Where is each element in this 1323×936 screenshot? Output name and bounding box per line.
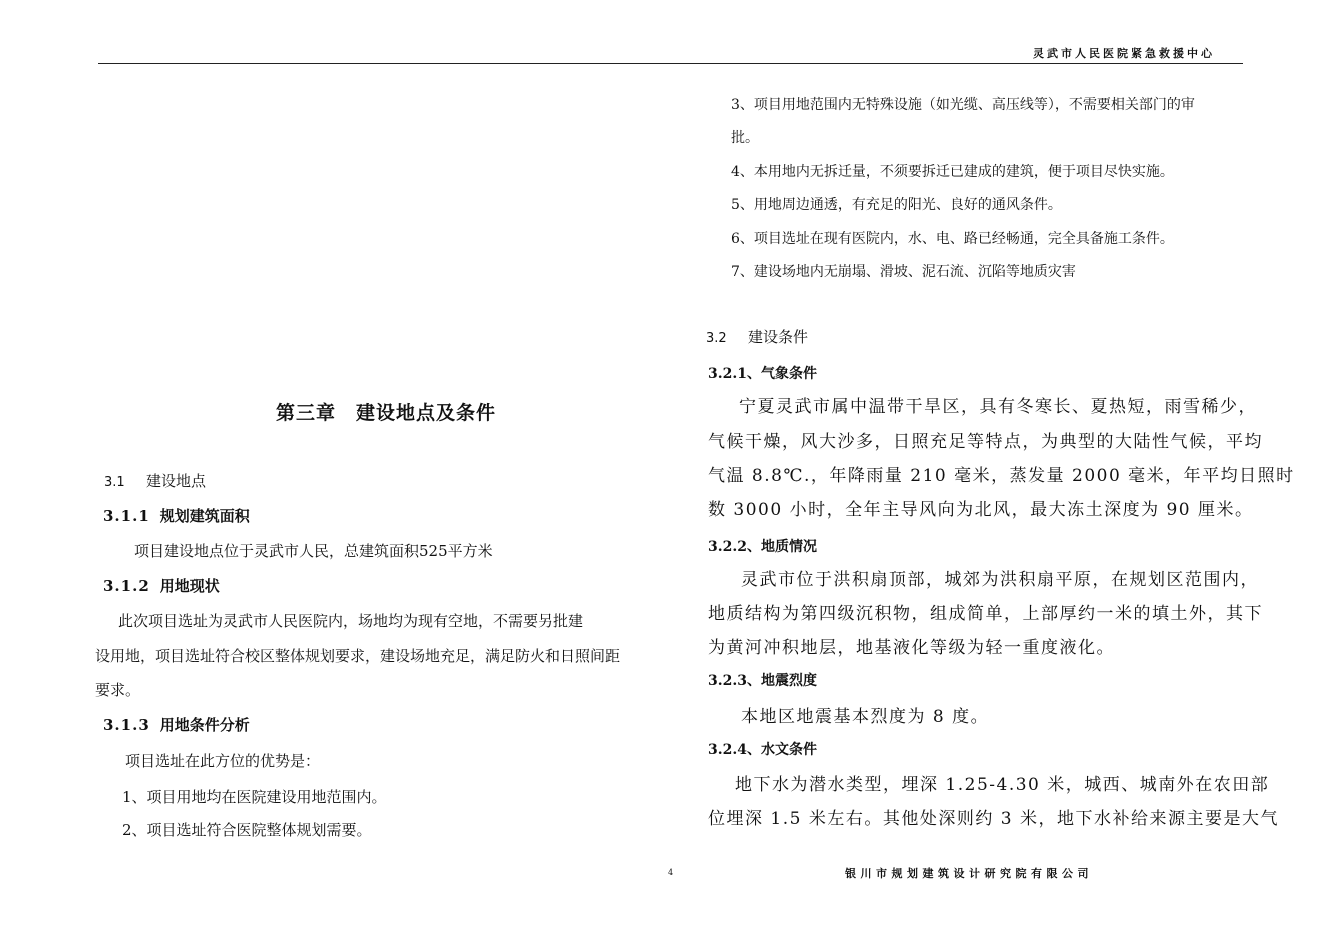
list-item-5: 5、用地周边通透，有充足的阳光、良好的通风条件。: [731, 197, 1062, 213]
subsection-3-2-2: 3.2.2、地质情况: [708, 539, 817, 555]
section-3-2: [706, 326, 808, 347]
subsection-3-1-3: [103, 714, 250, 735]
subsection-3-1-1: [103, 505, 250, 526]
paragraph-3-2-1-line-3: 气温 8.8℃.，年降雨量 210 毫米，蒸发量 2000 毫米，年平均日照时: [708, 466, 1295, 486]
subsection-3-2-4: 3.2.4、水文条件: [708, 742, 817, 758]
subsection-3-2-3: 3.2.3、地震烈度: [708, 673, 817, 689]
list-item-2: 2、项目选址符合医院整体规划需要。: [122, 821, 372, 839]
paragraph-3-1-2-line-2: 设用地，项目选址符合校区整体规划要求，建设场地充足，满足防火和日照间距: [95, 647, 621, 665]
subsection-3-1-3-number: 3.1.3: [103, 716, 150, 734]
list-item-4: 4、本用地内无拆迁量，不须要拆迁已建成的建筑，便于项目尽快实施。: [731, 164, 1174, 180]
footer-company: 银川市规划建筑设计研究院有限公司: [845, 867, 1093, 880]
header-title: 灵武市人民医院紧急救援中心: [1033, 47, 1215, 60]
section-3-2-number: 3.2: [706, 331, 727, 346]
subsection-3-1-2-title: 用地现状: [159, 577, 220, 595]
chapter-title: 第三章 建设地点及条件: [276, 402, 497, 424]
section-3-1: [104, 470, 206, 491]
subsection-3-1-2: [103, 575, 220, 596]
paragraph-3-2-4-line-2: 位埋深 1.5 米左右。其他处深则约 3 米，地下水补给来源主要是大气: [708, 809, 1279, 829]
paragraph-3-1-3-line-1: 项目选址在此方位的优势是：: [125, 752, 321, 770]
page-number: 4: [668, 868, 674, 877]
section-3-1-title: 建设地点: [146, 472, 207, 490]
header-rule: [98, 63, 1243, 64]
list-item-1: 1、项目用地均在医院建设用地范围内。: [122, 788, 387, 806]
subsection-3-1-1-number: 3.1.1: [103, 507, 150, 525]
paragraph-3-2-3-line-1: 本地区地震基本烈度为 8 度。: [741, 707, 990, 727]
paragraph-3-1-1-line-1: 项目建设地点位于灵武市人民，总建筑面积525平方米: [134, 542, 493, 560]
paragraph-3-2-4-line-1: 地下水为潜水类型，埋深 1.25-4.30 米，城西、城南外在农田部: [735, 775, 1270, 795]
list-item-3-line-2: 批。: [731, 130, 759, 146]
subsection-3-2-1: 3.2.1、气象条件: [708, 366, 817, 382]
paragraph-3-1-2-line-1: 此次项目选址为灵武市人民医院内，场地均为现有空地，不需要另批建: [118, 612, 584, 630]
list-item-7: 7、建设场地内无崩塌、滑坡、泥石流、沉陷等地质灾害: [731, 264, 1076, 280]
paragraph-3-2-2-line-3: 为黄河冲积地层，地基液化等级为轻一重度液化。: [708, 638, 1115, 658]
subsection-3-1-1-title: 规划建筑面积: [159, 507, 250, 525]
paragraph-3-2-2-line-1: 灵武市位于洪积扇顶部，城郊为洪积扇平原，在规划区范围内，: [741, 570, 1259, 590]
paragraph-3-2-2-line-2: 地质结构为第四级沉积物，组成简单，上部厚约一米的填土外，其下: [708, 604, 1263, 624]
paragraph-3-1-2-line-3: 要求。: [95, 681, 141, 699]
section-3-2-title: 建设条件: [748, 328, 809, 346]
paragraph-3-2-1-line-4: 数 3000 小时，全年主导风向为北风，最大冻土深度为 90 厘米。: [708, 500, 1254, 520]
subsection-3-1-3-title: 用地条件分析: [159, 716, 250, 734]
section-3-1-number: 3.1: [104, 475, 125, 490]
paragraph-3-2-1-line-1: 宁夏灵武市属中温带干旱区，具有冬寒长、夏热短，雨雪稀少，: [739, 397, 1257, 417]
list-item-3-line-1: 3、项目用地范围内无特殊设施（如光缆、高压线等），不需要相关部门的审: [731, 97, 1195, 113]
list-item-6: 6、项目选址在现有医院内，水、电、路已经畅通，完全具备施工条件。: [731, 231, 1174, 247]
subsection-3-1-2-number: 3.1.2: [103, 577, 150, 595]
paragraph-3-2-1-line-2: 气候干燥，风大沙多，日照充足等特点，为典型的大陆性气候，平均: [708, 432, 1263, 452]
